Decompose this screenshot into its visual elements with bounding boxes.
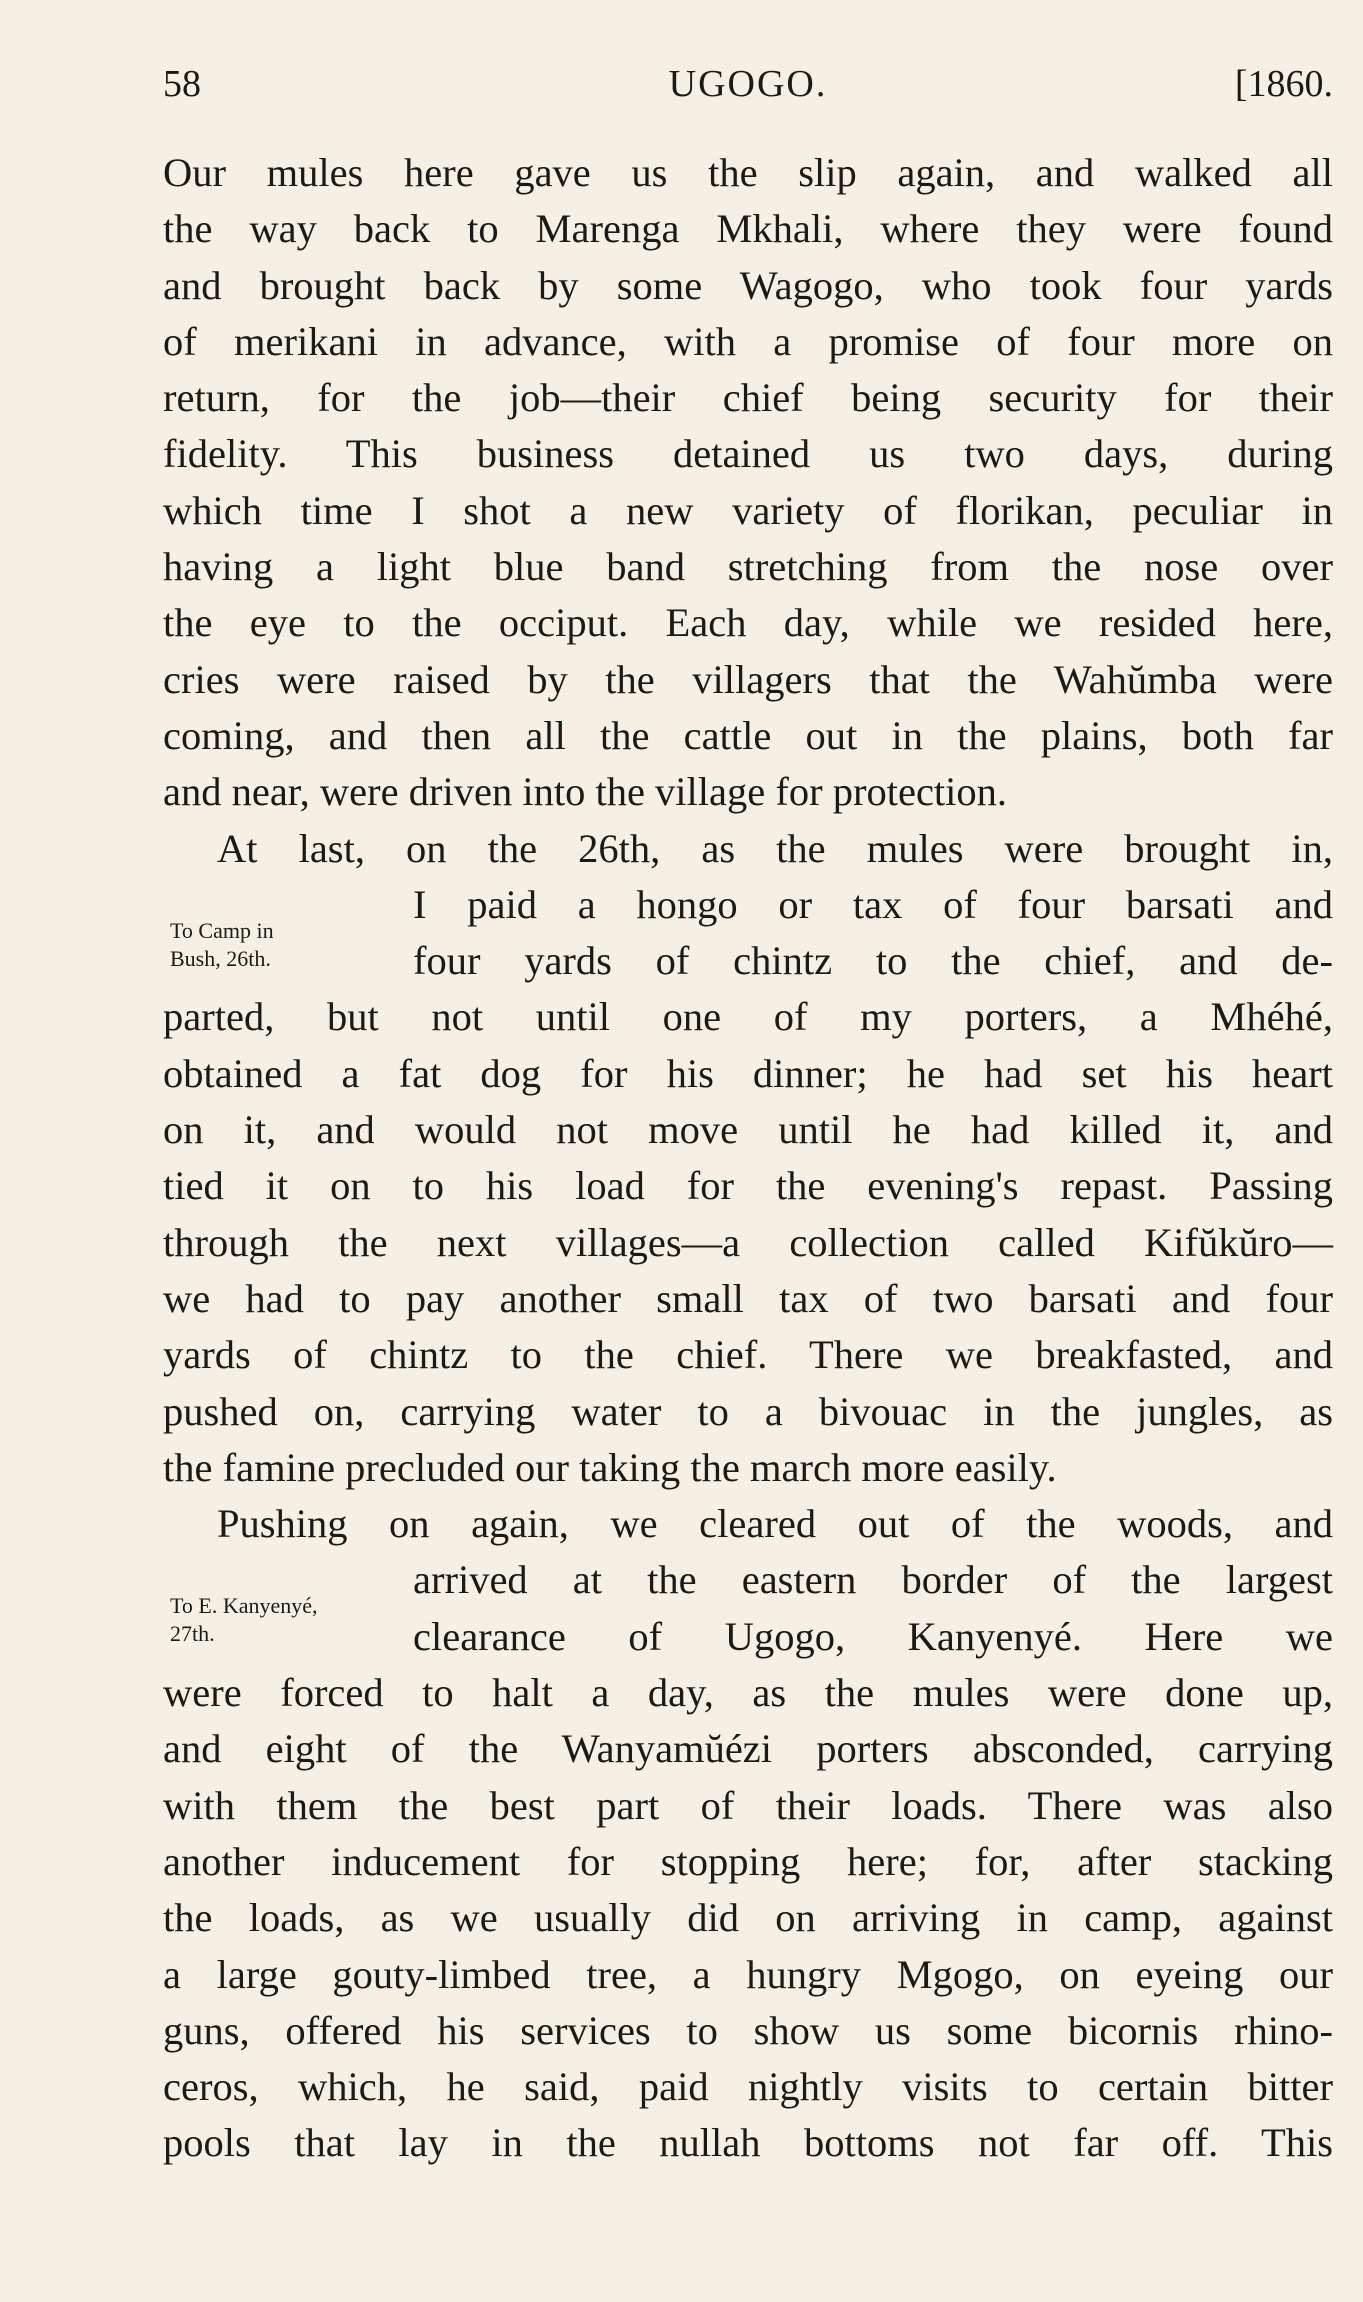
text-line: having a light blue band stretching from the nose over — [163, 544, 1333, 590]
text-line: pushed on, carrying water to a bivouac in the jungles, as — [163, 1388, 1333, 1434]
text-line: on it, and would not move until he had killed it, and — [163, 1107, 1333, 1153]
text-line: of merikani in advance, with a promise of four more on — [163, 318, 1333, 364]
text-line: another inducement for stopping here; for, after stacking — [163, 1838, 1333, 1884]
text-line: coming, and then all the cattle out in the plains, both far — [163, 712, 1333, 758]
text-line: I paid a hongo or tax of four barsati and — [413, 881, 1333, 927]
text-line: and near, were driven into the village for protection. — [163, 769, 1008, 815]
margin-note-line: 27th. — [170, 1621, 215, 1646]
header-year: [1860. — [1234, 63, 1333, 105]
text-line: clearance of Ugogo, Kanyenyé. Here we — [413, 1613, 1333, 1659]
text-line: the way back to Marenga Mkhali, where they were found — [163, 206, 1333, 252]
margin-note-line: Bush, 26th. — [170, 946, 271, 971]
text-line: the loads, as we usually did on arriving in camp, against — [163, 1895, 1333, 1941]
margin-note-line: To E. Kanyenyé, — [170, 1593, 318, 1618]
text-line: obtained a fat dog for his dinner; he had set his heart — [163, 1050, 1333, 1096]
text-line: arrived at the eastern border of the largest — [413, 1557, 1333, 1603]
text-line: a large gouty-limbed tree, a hungry Mgogo, on eyeing our — [163, 1951, 1333, 1997]
text-line: fidelity. This business detained us two days, during — [163, 431, 1333, 477]
text-line: Our mules here gave us the slip again, and walked all — [163, 150, 1333, 195]
text-line: At last, on the 26th, as the mules were brought in, — [217, 825, 1333, 871]
running-title: UGOGO. — [668, 63, 828, 105]
page-number: 58 — [163, 63, 201, 105]
page-header — [163, 62, 1333, 122]
text-line: return, for the job—their chief being security for their — [163, 375, 1333, 421]
text-line: four yards of chintz to the chief, and de- — [413, 938, 1333, 984]
text-line: with them the best part of their loads. There was also — [163, 1782, 1333, 1828]
text-line: were forced to halt a day, as the mules were done up, — [163, 1670, 1333, 1716]
text-line: the eye to the occiput. Each day, while we resided here, — [163, 600, 1333, 646]
text-line: which time I shot a new variety of florikan, peculiar in — [163, 487, 1333, 533]
text-line: cries were raised by the villagers that the Wahŭmba were — [163, 656, 1333, 702]
text-line: and eight of the Wanyamŭézi porters absconded, carrying — [163, 1726, 1333, 1772]
text-line: parted, but not until one of my porters, a Mhéhé, — [163, 994, 1333, 1040]
margin-note-line: To Camp in — [170, 918, 274, 943]
text-line: and brought back by some Wagogo, who took four yards — [163, 262, 1333, 308]
text-line: we had to pay another small tax of two barsati and four — [163, 1275, 1333, 1321]
text-line: pools that lay in the nullah bottoms not far off. This — [163, 2120, 1333, 2166]
text-line: the famine precluded our taking the march more easily. — [163, 1444, 1057, 1490]
body-text — [163, 145, 1333, 2172]
text-line: ceros, which, he said, paid nightly visits to certain bitter — [163, 2064, 1333, 2110]
text-line: tied it on to his load for the evening's repast. Passing — [163, 1163, 1333, 1209]
text-line: through the next villages—a collection called Kifŭkŭro— — [163, 1219, 1333, 1265]
text-line: guns, offered his services to show us some bicornis rhino- — [163, 2007, 1333, 2053]
text-line: yards of chintz to the chief. There we breakfasted, and — [163, 1332, 1333, 1378]
text-line: Pushing on again, we cleared out of the woods, and — [217, 1501, 1333, 1547]
